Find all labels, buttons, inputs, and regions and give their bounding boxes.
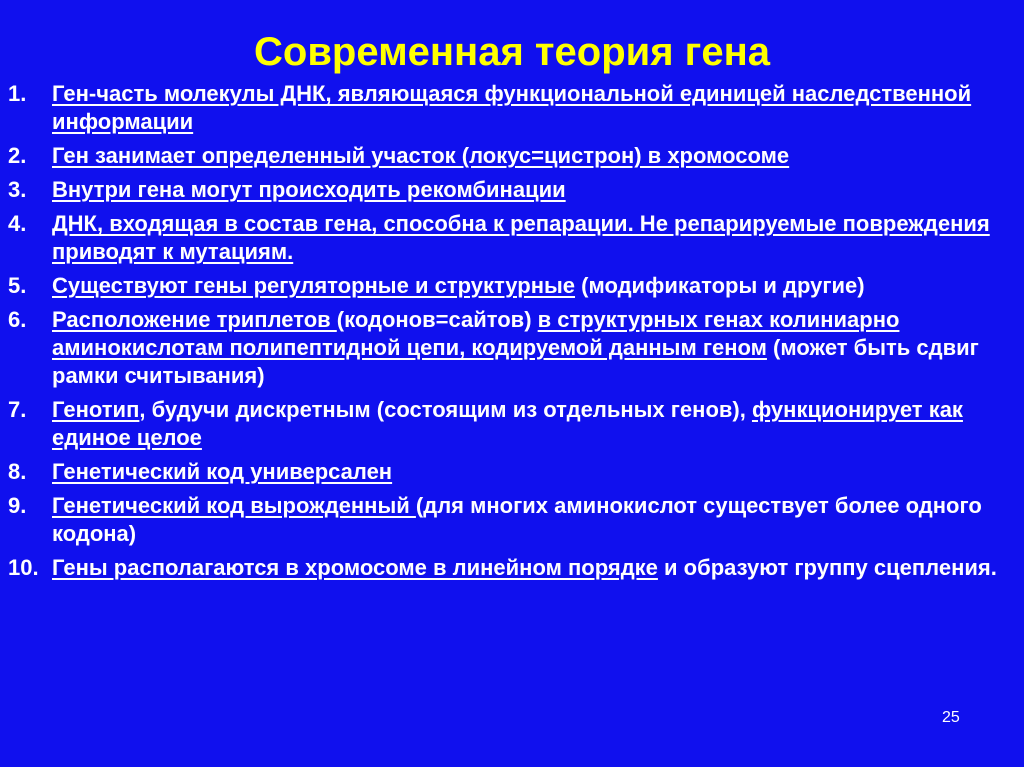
item-number: 4. xyxy=(8,211,27,236)
plain-phrase: (может быть сдвиг рамки считывания) xyxy=(52,335,979,388)
plain-phrase: , будучи дискретным (состоящим из отдельных генов), xyxy=(139,397,752,422)
item-number: 10. xyxy=(8,555,39,580)
underlined-phrase: Гены располагаются в хромосоме в линейном порядке xyxy=(52,555,658,580)
underlined-phrase: ДНК, входящая в состав гена, способна к репарации. Не репарируемые повреждения приводят к мутациям. xyxy=(52,211,990,264)
underlined-phrase: Расположение триплетов xyxy=(52,307,337,332)
item-number: 7. xyxy=(8,397,27,422)
underlined-phrase: в структурных генах колиниарно аминокислотам полипептидной цепи, кодируемой данным геном xyxy=(52,307,900,360)
underlined-phrase: Ген занимает определенный участок (локус=цистрон) в хромосоме xyxy=(52,143,790,168)
plain-phrase: (для многих аминокислот существует более одного кодона) xyxy=(52,493,982,546)
underlined-phrase: Внутри гена могут происходить рекомбинации xyxy=(52,177,566,202)
list-item xyxy=(8,458,1018,486)
item-number: 3. xyxy=(8,177,27,202)
item-text xyxy=(52,492,1018,548)
item-text xyxy=(52,458,1018,486)
item-number: 8. xyxy=(8,459,27,484)
item-text xyxy=(52,80,1018,136)
underlined-phrase: Генотип xyxy=(52,397,140,422)
item-number: 5. xyxy=(8,273,27,298)
item-number: 1. xyxy=(8,81,27,106)
numbered-list xyxy=(8,80,1018,588)
item-number: 2. xyxy=(8,143,27,168)
slide-title: Современная теория гена xyxy=(254,30,770,74)
item-text xyxy=(52,142,1018,170)
list-item xyxy=(8,306,1018,390)
item-text xyxy=(52,272,1018,300)
item-text xyxy=(52,210,1018,266)
underlined-phrase: функционирует как единое целое xyxy=(52,397,963,450)
item-text xyxy=(52,306,1018,390)
list-item xyxy=(8,272,1018,300)
underlined-phrase: Существуют гены регуляторные и структурные xyxy=(52,273,576,298)
underlined-phrase: Генетический код вырожденный xyxy=(52,493,416,518)
plain-phrase: (кодонов=сайтов) xyxy=(336,307,538,332)
list-item xyxy=(8,396,1018,452)
item-text xyxy=(52,396,1018,452)
page-number: 25 xyxy=(942,709,960,726)
list-item xyxy=(8,176,1018,204)
underlined-phrase: Ген-часть молекулы ДНК, являющаяся функциональной единицей наследственной информации xyxy=(52,81,972,134)
item-text xyxy=(52,176,1018,204)
item-number: 9. xyxy=(8,493,27,518)
underlined-phrase: Генетический код универсален xyxy=(52,459,393,484)
item-number: 6. xyxy=(8,307,27,332)
list-item xyxy=(8,492,1018,548)
plain-phrase: и образуют группу сцепления. xyxy=(657,555,997,580)
list-item xyxy=(8,210,1018,266)
list-item xyxy=(8,554,1018,582)
item-text xyxy=(52,554,1018,582)
list-item xyxy=(8,80,1018,136)
list-item xyxy=(8,142,1018,170)
plain-phrase: (модификаторы и другие) xyxy=(575,273,865,298)
